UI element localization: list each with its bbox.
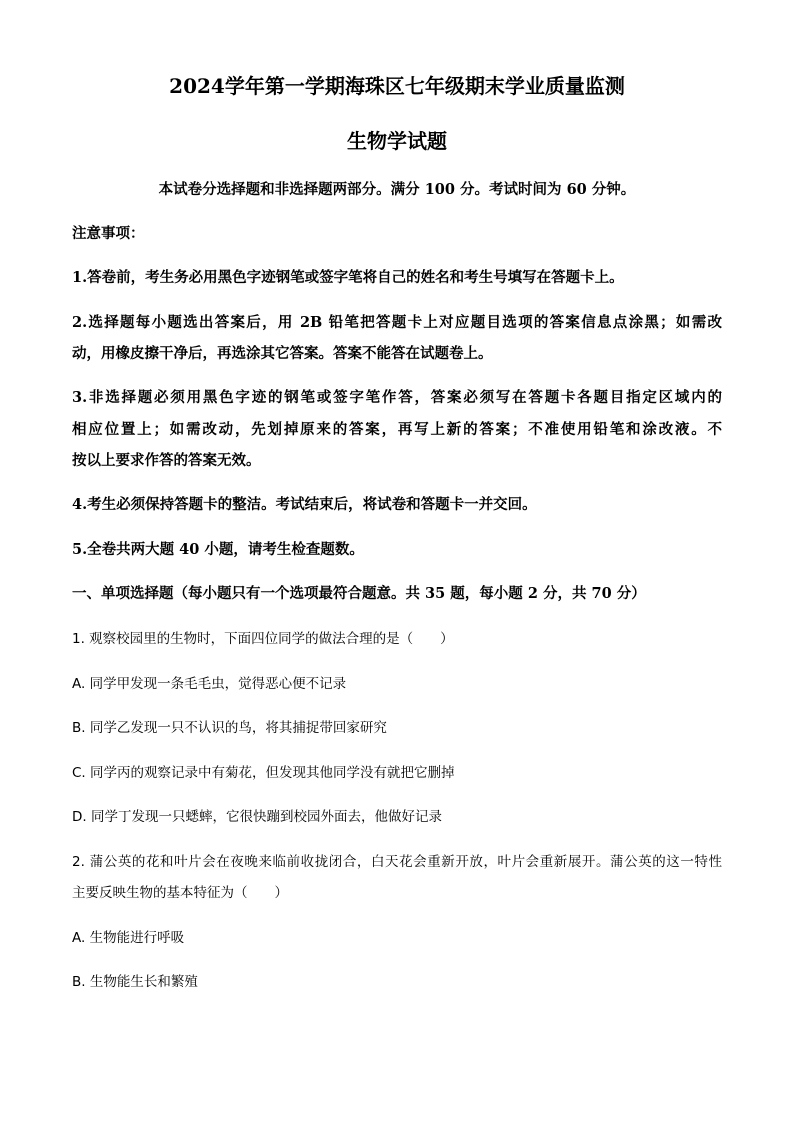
note-item-2-line-2: 动，用橡皮擦干净后，再选涂其它答案。答案不能答在试题卷上。 [72,345,493,362]
note-item-3-line-2: 相应位置上；如需改动，先划掉原来的答案，再写上新的答案；不准使用铅笔和涂改液。不 [72,421,722,438]
note-item-1: 1.答卷前，考生务必用黑色字迹钢笔或签字笔将自己的姓名和考生号填写在答题卡上。 [72,269,624,286]
question-1-option-b: B. 同学乙发现一只不认识的鸟，将其捕捉带回家研究 [72,720,387,736]
note-item-3-line-3: 按以上要求作答的答案无效。 [72,452,261,469]
question-2-stem-line-2: 主要反映生物的基本特征为（ ） [72,885,288,901]
exam-subtitle: 生物学试题 [347,129,447,153]
note-item-2-line-1: 2.选择题每小题选出答案后，用 2B 铅笔把答题卡上对应题目选项的答案信息点涂黑；如需改 [72,314,722,331]
question-2-stem-line-1: 2. 蒲公英的花和叶片会在夜晚来临前收拢闭合，白天花会重新开放，叶片会重新展开。蒲公英的这一特性 [72,854,722,870]
notes-heading: 注意事项： [72,225,145,242]
question-1-stem: 1. 观察校园里的生物时，下面四位同学的做法合理的是（ ） [72,631,454,647]
question-2-option-b: B. 生物能生长和繁殖 [72,974,198,990]
exam-intro: 本试卷分选择题和非选择题两部分。满分 100 分。考试时间为 60 分钟。 [158,181,636,198]
question-2-option-a: A. 生物能进行呼吸 [72,930,185,946]
note-item-3-line-1: 3.非选择题必须用黑色字迹的钢笔或签字笔作答，答案必须写在答题卡各题目指定区域内的 [72,389,722,406]
question-1-option-d: D. 同学丁发现一只蟋蟀，它很快蹦到校园外面去，他做好记录 [72,809,442,825]
question-1-option-a: A. 同学甲发现一条毛毛虫，觉得恶心便不记录 [72,676,347,692]
question-1-option-c: C. 同学丙的观察记录中有菊花，但发现其他同学没有就把它删掉 [72,765,455,781]
section-heading: 一、单项选择题（每小题只有一个选项最符合题意。共 35 题，每小题 2 分，共 70 分） [72,585,646,602]
note-item-4: 4.考生必须保持答题卡的整洁。考试结束后，将试卷和答题卡一并交回。 [72,496,537,513]
exam-title: 2024学年第一学期海珠区七年级期末学业质量监测 [169,74,625,98]
note-item-5: 5.全卷共两大题 40 小题，请考生检查题数。 [72,541,364,558]
